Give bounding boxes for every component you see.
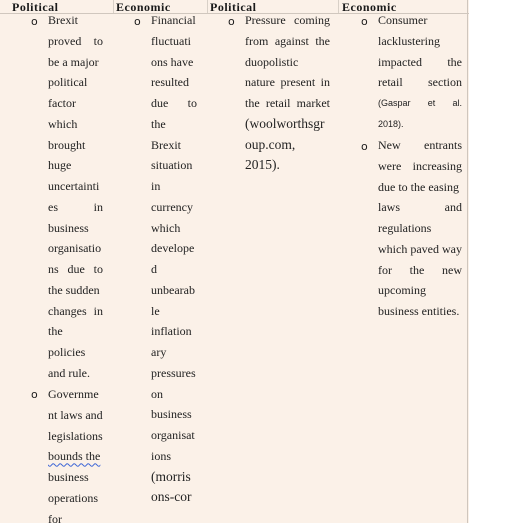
text-line: for the new xyxy=(378,260,462,281)
text-line: laws and xyxy=(378,197,462,218)
text-line: organisatio xyxy=(48,238,103,259)
col1-bullet2-text xyxy=(48,384,103,529)
text-line: the sudden xyxy=(48,280,103,301)
text-line: ons-cor xyxy=(151,487,197,508)
text-line: proved to xyxy=(48,31,103,52)
text-line: nt laws and xyxy=(48,405,103,426)
text-line: es in xyxy=(48,197,103,218)
text-line: be a major xyxy=(48,52,103,73)
text-line: Brexit xyxy=(151,135,197,156)
text-line: changes in xyxy=(48,301,103,322)
text-line: currency xyxy=(151,197,197,218)
text-line: impacted the xyxy=(378,52,462,73)
text-line: fluctuati xyxy=(151,31,197,52)
text-line: pressures xyxy=(151,363,197,384)
text-line: business entities. xyxy=(378,301,462,322)
text-line: 2015). xyxy=(245,155,330,176)
text-line: factor xyxy=(48,93,103,114)
header-divider xyxy=(338,0,339,13)
bullet-circle-icon: o xyxy=(31,16,38,27)
text-line: oup.com, xyxy=(245,135,330,156)
text-line: business xyxy=(151,404,197,425)
col4-bullet2-text xyxy=(378,135,462,322)
text-line: operations xyxy=(48,488,103,509)
text-line: the xyxy=(151,114,197,135)
header-economic-2: Economic xyxy=(342,1,397,13)
text-line: (morris xyxy=(151,467,197,488)
header-divider xyxy=(113,0,114,13)
text-line: business xyxy=(48,218,103,239)
text-line: business xyxy=(48,467,103,488)
text-line: nature present in xyxy=(245,72,330,93)
text-line: the retail market xyxy=(245,93,330,114)
citation-line: 2018). xyxy=(378,114,462,135)
text-line: ons have xyxy=(151,52,197,73)
text-line: d xyxy=(151,259,197,280)
text-line: Pressure coming xyxy=(245,10,330,31)
text-line: and rule. xyxy=(48,363,103,384)
text-line: Brexit xyxy=(48,10,103,31)
text-line: duopolistic xyxy=(245,52,330,73)
text-line: ions xyxy=(151,446,197,467)
text-line: organisat xyxy=(151,425,197,446)
text-line: upcoming xyxy=(378,280,462,301)
text-line: inflation xyxy=(151,321,197,342)
text-line: ary xyxy=(151,342,197,363)
text-line: brought xyxy=(48,135,103,156)
text-line: (woolworthsgr xyxy=(245,114,330,135)
text-line-spellcheck: bounds the xyxy=(48,446,103,467)
col3-bullet1-text xyxy=(245,10,330,176)
text-line: legislations xyxy=(48,426,103,447)
citation-line: (Gaspar et al. xyxy=(378,93,462,114)
bullet-circle-icon: o xyxy=(361,16,368,27)
text-line: due to xyxy=(151,93,197,114)
text-line: the xyxy=(48,321,103,342)
text-line: which xyxy=(151,218,197,239)
col2-bullet1-text xyxy=(151,10,197,508)
text-line: Governme xyxy=(48,384,103,405)
col4-bullet1-text xyxy=(378,10,462,135)
text-line: unbearab xyxy=(151,280,197,301)
header-political-1: Political xyxy=(12,1,59,13)
text-line: ns due to xyxy=(48,259,103,280)
text-line: which xyxy=(48,114,103,135)
text-line: develope xyxy=(151,238,197,259)
text-line: which paved way xyxy=(378,239,462,260)
text-line: situation xyxy=(151,155,197,176)
col1-bullet1-text xyxy=(48,10,103,384)
text-line: uncertainti xyxy=(48,176,103,197)
text-line: le xyxy=(151,301,197,322)
bullet-circle-icon: o xyxy=(31,389,38,400)
text-line: New entrants xyxy=(378,135,462,156)
text-line: for xyxy=(48,509,103,529)
text-line: due to the easing xyxy=(378,177,462,198)
text-line: resulted xyxy=(151,72,197,93)
text-line: retail section xyxy=(378,72,462,93)
text-line: were increasing xyxy=(378,156,462,177)
bullet-circle-icon: o xyxy=(228,16,235,27)
header-economic-1: Economic xyxy=(116,1,171,13)
text-line: policies xyxy=(48,342,103,363)
text-line: in xyxy=(151,176,197,197)
bullet-circle-icon: o xyxy=(134,16,141,27)
text-line: lacklustering xyxy=(378,31,462,52)
text-line: huge xyxy=(48,155,103,176)
text-line: Consumer xyxy=(378,10,462,31)
text-line: political xyxy=(48,72,103,93)
header-divider xyxy=(207,0,208,13)
text-line: from against the xyxy=(245,31,330,52)
text-line: regulations xyxy=(378,218,462,239)
text-line: Financial xyxy=(151,10,197,31)
bullet-circle-icon: o xyxy=(361,141,368,152)
header-political-2: Political xyxy=(210,1,257,13)
text-line: on xyxy=(151,384,197,405)
